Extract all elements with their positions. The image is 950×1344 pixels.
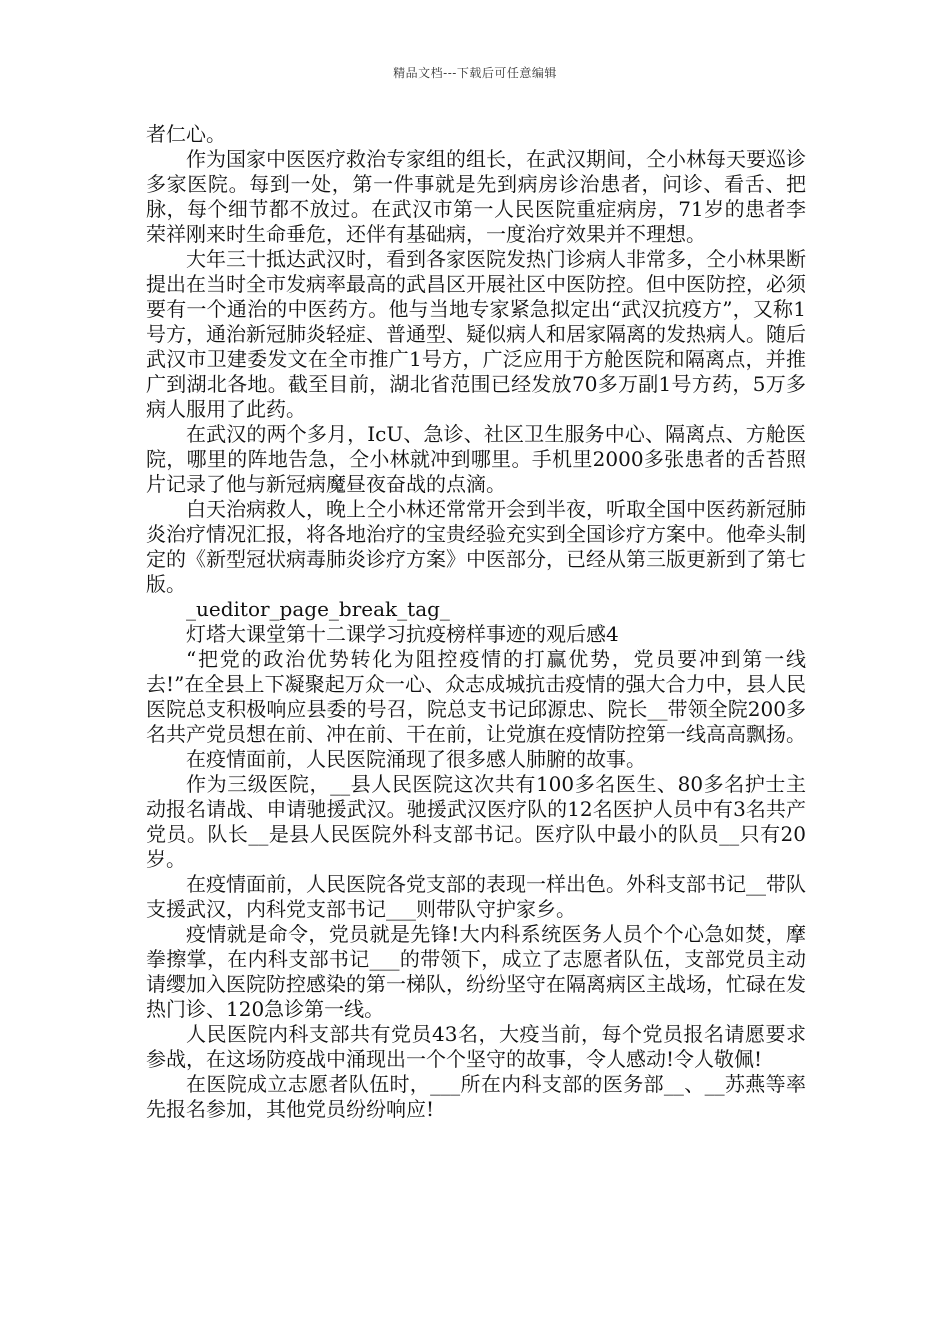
paragraph-3: 大年三十抵达武汉时，看到各家医院发热门诊病人非常多，仝小林果断提出在当时全市发病率最高的武昌区开展社区中医防控。但中医防控，必须要有一个通治的中医药方。他与当地专家紧急拟定出“武汉抗疫方”，又称1号方，通治新冠肺炎轻症、普通型、疑似病人和居家隔离的发热病人。随后武汉市卫建委发文在全市推广1号方，广泛应用于方舱医院和隔离点，并推广到湖北各地。截至目前，湖北省范围已经发放70多万副1号方药，5万多病人服用了此药。 bbox=[146, 247, 806, 421]
paragraph-4: 在武汉的两个多月，IcU、急诊、社区卫生服务中心、隔离点、方舱医院，哪里的阵地告急，仝小林就冲到哪里。手机里2000多张患者的舌苔照片记录了他与新冠病魔昼夜奋战的点滴。 bbox=[146, 422, 806, 496]
document-body bbox=[146, 122, 806, 1122]
paragraph-6: “把党的政治优势转化为阻控疫情的打赢优势，党员要冲到第一线去!”在全县上下凝聚起万众一心、众志成城抗击疫情的强大合力中，县人民医院总支积极响应县委的号召，院总支书记邱源忠、院长__带领全院200多名共产党员想在前、冲在前、干在前，让党旗在疫情防控第一线高高飘扬。 bbox=[146, 647, 806, 746]
paragraph-1: 者仁心。 bbox=[146, 122, 226, 146]
paragraph-2: 作为国家中医医疗救治专家组的组长，在武汉期间，仝小林每天要巡诊多家医院。每到一处，第一件事就是先到病房诊治患者，问诊、看舌、把脉，每个细节都不放过。在武汉市第一人民医院重症病房，71岁的患者李荣祥刚来时生命垂危，还伴有基础病，一度治疗效果并不理想。 bbox=[146, 147, 806, 246]
paragraph-9: 在疫情面前，人民医院各党支部的表现一样出色。外科支部书记__带队支援武汉，内科党支部书记___则带队守护家乡。 bbox=[146, 872, 806, 921]
section-title: 灯塔大课堂第十二课学习抗疫榜样事迹的观后感4 bbox=[186, 622, 619, 646]
paragraph-11: 人民医院内科支部共有党员43名，大疫当前，每个党员报名请愿要求参战，在这场防疫战中涌现出一个个坚守的故事，令人感动!令人敬佩! bbox=[146, 1022, 806, 1071]
paragraph-12: 在医院成立志愿者队伍时，___所在内科支部的医务部__、__苏燕等率先报名参加，其他党员纷纷响应! bbox=[146, 1072, 806, 1121]
page-break-tag: _ueditor_page_break_tag_ bbox=[186, 597, 450, 621]
paragraph-10: 疫情就是命令，党员就是先锋!大内科系统医务人员个个心急如焚，摩拳擦掌，在内科支部书记___的带领下，成立了志愿者队伍，支部党员主动请缨加入医院防控感染的第一梯队，纷纷坚守在隔离病区主战场，忙碌在发热门诊、120急诊第一线。 bbox=[146, 922, 806, 1021]
paragraph-7: 在疫情面前，人民医院涌现了很多感人肺腑的故事。 bbox=[186, 747, 646, 771]
paragraph-8: 作为三级医院，__县人民医院这次共有100多名医生、80多名护士主动报名请战、申请驰援武汉。驰援武汉医疗队的12名医护人员中有3名共产党员。队长__是县人民医院外科支部书记。医疗队中最小的队员__只有20岁。 bbox=[146, 772, 806, 871]
paragraph-5: 白天治病救人，晚上仝小林还常常开会到半夜，听取全国中医药新冠肺炎治疗情况汇报，将各地治疗的宝贵经验充实到全国诊疗方案中。他牵头制定的《新型冠状病毒肺炎诊疗方案》中医部分，已经从第三版更新到了第七版。 bbox=[146, 497, 806, 596]
page-header: 精品文档---下载后可任意编辑 bbox=[393, 66, 557, 80]
